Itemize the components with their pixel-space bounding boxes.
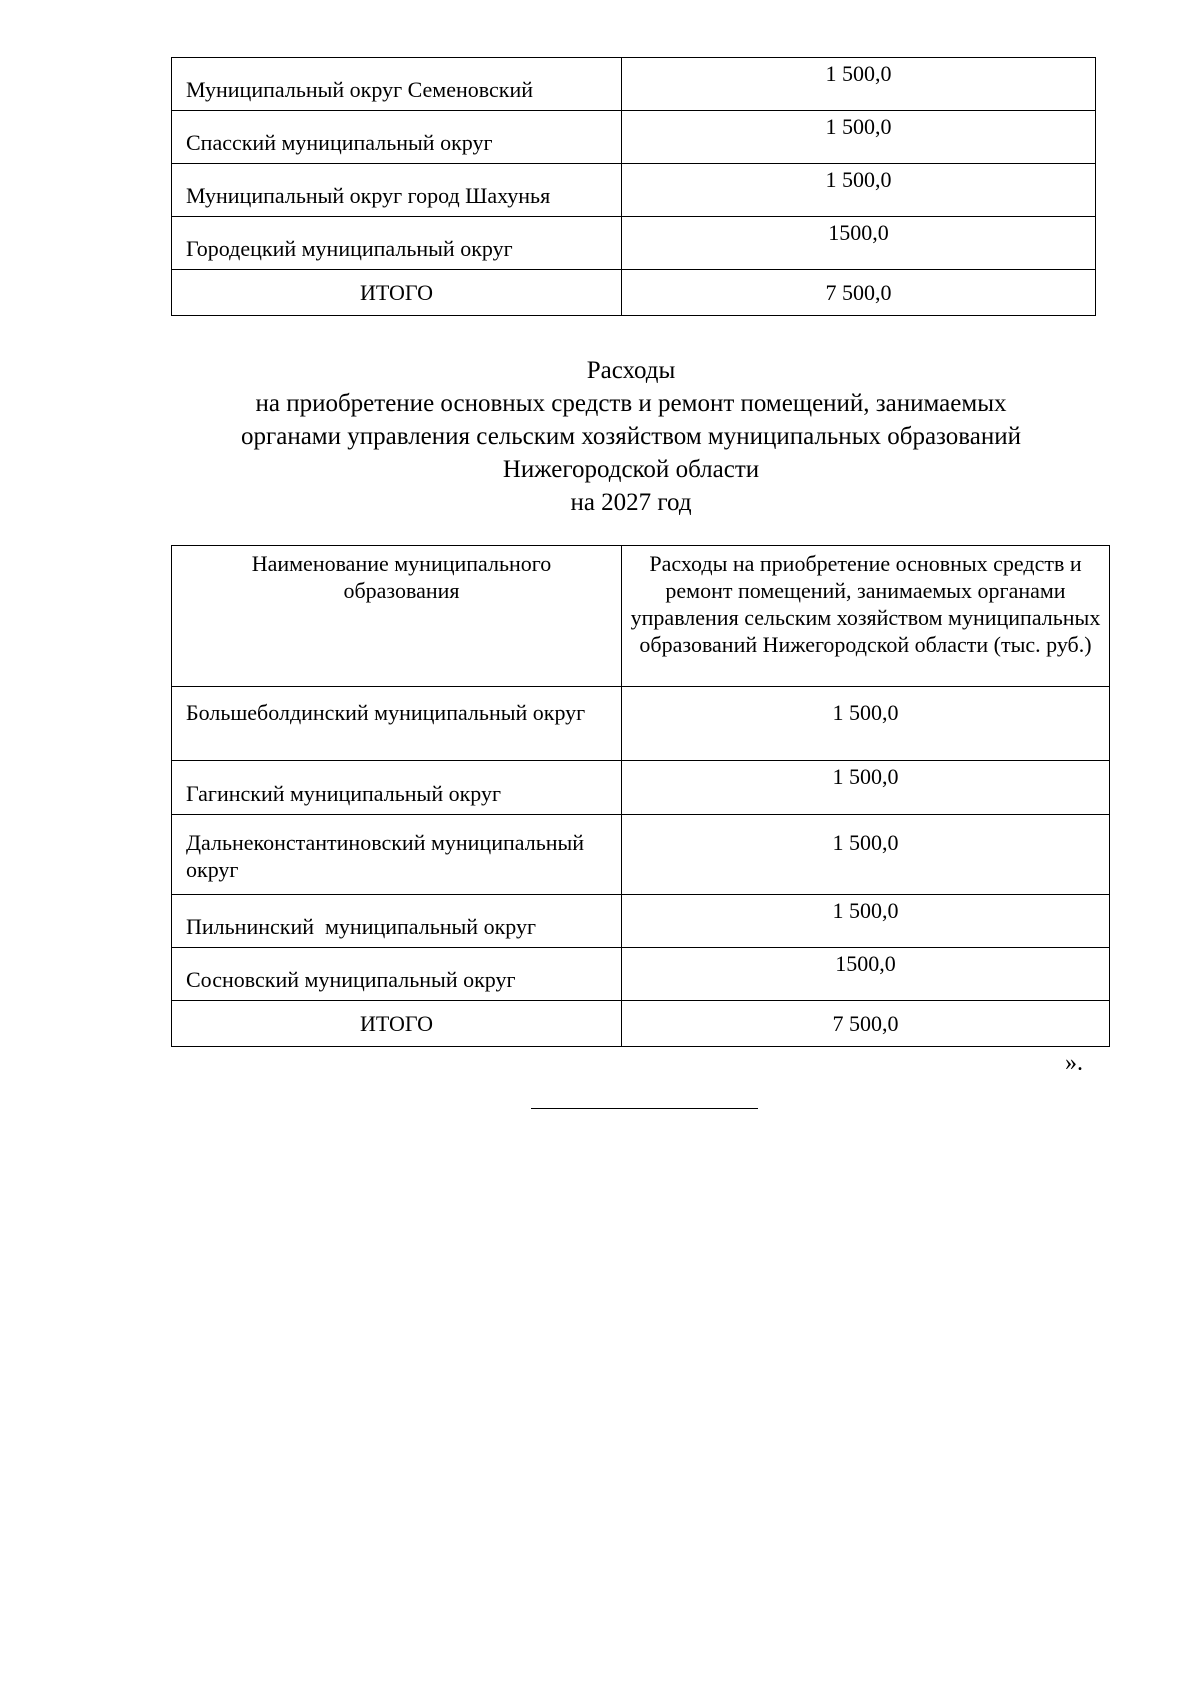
heading-line: на приобретение основных средств и ремонт помещений, занимаемых [255,390,1007,417]
expense-value: 1 500,0 [622,58,1096,111]
municipality-name: Муниципальный округ Семеновский [172,58,622,111]
section-heading [0,354,1200,519]
municipality-name: Пильнинский муниципальный округ [172,895,622,948]
expense-value: 1 500,0 [622,815,1110,895]
separator-line [531,1108,758,1109]
expense-value: 1500,0 [622,217,1096,270]
total-row [172,270,1096,316]
expense-value: 1 500,0 [622,111,1096,164]
heading-line: Расходы [586,357,676,384]
total-value: 7 500,0 [622,1001,1110,1047]
total-value: 7 500,0 [622,270,1096,316]
table-row [172,111,1096,164]
heading-line: Нижегородской области [502,456,760,483]
heading-line: органами управления сельским хозяйством муниципальных образований [240,423,1021,450]
expenses-table-2027 [171,545,1110,1047]
total-label: ИТОГО [172,270,622,316]
expense-value: 1 500,0 [622,164,1096,217]
table-row [172,687,1110,761]
table-row [172,217,1096,270]
heading-line: на 2027 год [570,489,692,516]
municipality-name: Городецкий муниципальный округ [172,217,622,270]
expense-value: 1 500,0 [622,761,1110,815]
table-header-row [172,546,1110,687]
expenses-table-continued [171,57,1096,316]
expense-value: 1 500,0 [622,895,1110,948]
expense-value: 1 500,0 [622,687,1110,761]
table-row [172,164,1096,217]
municipality-name: Спасский муниципальный округ [172,111,622,164]
table-row [172,815,1110,895]
total-row [172,1001,1110,1047]
expense-value: 1500,0 [622,948,1110,1001]
column-header-expenses: Расходы на приобретение основных средств и ремонт помещений, занимаемых органами управления сельским хозяйством муниципальных образований Нижегородской области (тыс. руб.) [622,546,1110,687]
municipality-name: Сосновский муниципальный округ [172,948,622,1001]
column-header-municipality: Наименование муниципального образования [172,546,622,687]
table-row [172,761,1110,815]
table-row [172,58,1096,111]
closing-quote: ». [1065,1050,1083,1076]
municipality-name: Гагинский муниципальный округ [172,761,622,815]
municipality-name: Большеболдинский муниципальный округ [172,687,622,761]
table-row [172,948,1110,1001]
total-label: ИТОГО [172,1001,622,1047]
municipality-name: Муниципальный округ город Шахунья [172,164,622,217]
table-row [172,895,1110,948]
municipality-name: Дальнеконстантиновский муниципальный округ [172,815,622,895]
